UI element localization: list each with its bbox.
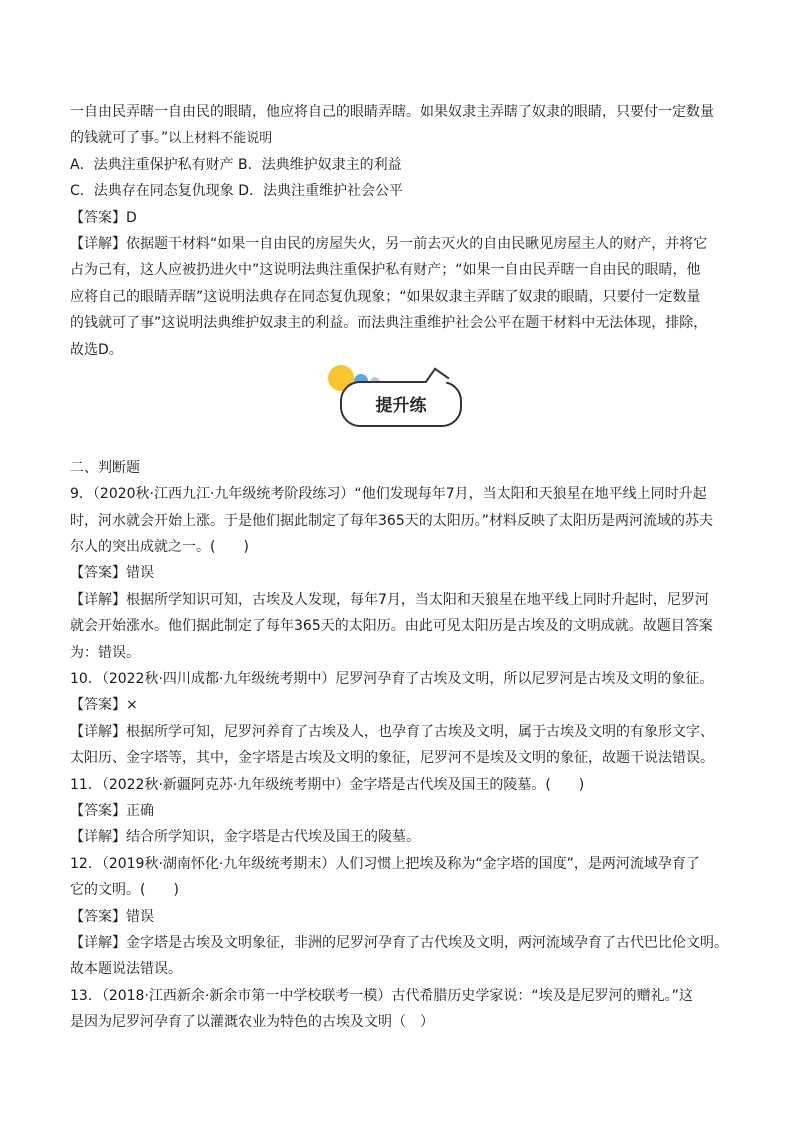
question-line: 它的文明。( ) (70, 882, 179, 899)
question-line: 11．（2022秋·新疆阿克苏·九年级统考期中）金字塔是古代埃及国王的陵墓。( ) (70, 776, 585, 793)
detail-line: 【详解】结合所学知识，金字塔是古代埃及国王的陵墓。 (70, 829, 420, 846)
detail-line: 太阳历、金字塔等，其中，金字塔是古埃及文明的象征，尼罗河不是埃及文明的象征，故题干说法错误。 (70, 750, 714, 767)
question-9 (70, 481, 735, 666)
answer: 【答案】错误 (70, 565, 154, 582)
detail-line: 应将自己的眼睛弄瞎”这说明法典存在同态复仇现象；“如果奴隶主弄瞎了奴隶的眼睛，只要付一定数量 (70, 288, 701, 305)
detail-line: 为：错误。 (70, 644, 140, 661)
detail-line: 就会开始涨水。他们据此制定了每年365天的太阳历。由此可见太阳历是古埃及的文明成就。故题目答案 (70, 618, 713, 635)
detail-line: 【详解】金字塔是古埃及文明象征，非洲的尼罗河孕育了古代埃及文明，两河流域孕育了古代巴比伦文明。 (70, 934, 728, 951)
question-12 (70, 851, 735, 983)
badge-label: 提升练 (340, 381, 462, 427)
answer: 【答案】D (70, 209, 137, 226)
detail-line: 故选D。 (70, 341, 123, 358)
detail-line: 【详解】根据所学可知，尼罗河养育了古埃及人，也孕育了古埃及文明，属于古埃及文明的有象形文字、 (70, 723, 714, 740)
question-13 (70, 983, 735, 1036)
detail-line: 占为己有，这人应被扔进火中”这说明法典注重保护私有财产；“如果一自由民弄瞎一自由民的眼睛，他 (70, 262, 701, 279)
detail-line: 【详解】依据题干材料“如果一自由民的房屋失火，另一前去灭火的自由民瞅见房屋主人的财产，并将它 (70, 235, 708, 252)
text-fragment: 的钱就可了事。” (70, 130, 169, 147)
options-ab: A．法典注重保护私有财产 B．法典维护奴隶主的利益 (70, 156, 402, 173)
question-line: 10．（2022秋·四川成都·九年级统考期中）尼罗河孕育了古埃及文明，所以尼罗河是古埃及文明的象征。 (70, 671, 714, 688)
question-line: 9．（2020秋·江西九江·九年级统考阶段练习）“他们发现每年7月，当太阳和天狼星在地平线上同时升起 (70, 486, 707, 503)
detail-line: 【详解】根据所学知识可知，古埃及人发现，每年7月，当太阳和天狼星在地平线上同时升起时，尼罗河 (70, 591, 709, 608)
options-cd: C．法典存在同态复仇现象 D．法典注重维护社会公平 (70, 183, 404, 200)
question-prompt: 以上材料不能说明 (168, 131, 273, 147)
question-line: 13．（2018·江西新余·新余市第一中学校联考一模）古代希腊历史学家说：“埃及是尼罗河的赠礼。”这 (70, 987, 693, 1004)
question-line: 12．（2019秋·湖南怀化·九年级统考期末）人们习惯上把埃及称为“金字塔的国度”，是两河流域孕育了 (70, 855, 700, 872)
answer: 【答案】正确 (70, 802, 154, 819)
question-line: 尔人的突出成就之一。( ) (70, 539, 249, 556)
content-area (70, 99, 735, 1036)
detail-line: 的钱就可了事”这说明法典维护奴隶主的利益。而法典注重维护社会公平在题干材料中无法体现，排除， (70, 315, 708, 332)
section-badge (70, 363, 735, 455)
text-line (70, 125, 735, 151)
question-11 (70, 772, 735, 851)
section-title: 二、判断题 (70, 459, 140, 476)
answer: 【答案】错误 (70, 908, 154, 925)
detail-line: 故本题说法错误。 (70, 961, 182, 978)
answer: 【答案】× (70, 697, 138, 714)
question-10 (70, 666, 735, 772)
question-8-tail (70, 99, 735, 363)
text-line: 一自由民弄瞎一自由民的眼睛，他应将自己的眼睛弄瞎。如果奴隶主弄瞎了奴隶的眼睛，只要付一定数量 (70, 104, 714, 120)
question-line: 是因为尼罗河孕育了以灌溉农业为特色的古埃及文明（ ） (70, 1014, 434, 1031)
question-line: 时，河水就会开始上涨。于是他们据此制定了每年365天的太阳历。”材料反映了太阳历是两河流域的苏夫 (70, 512, 713, 529)
